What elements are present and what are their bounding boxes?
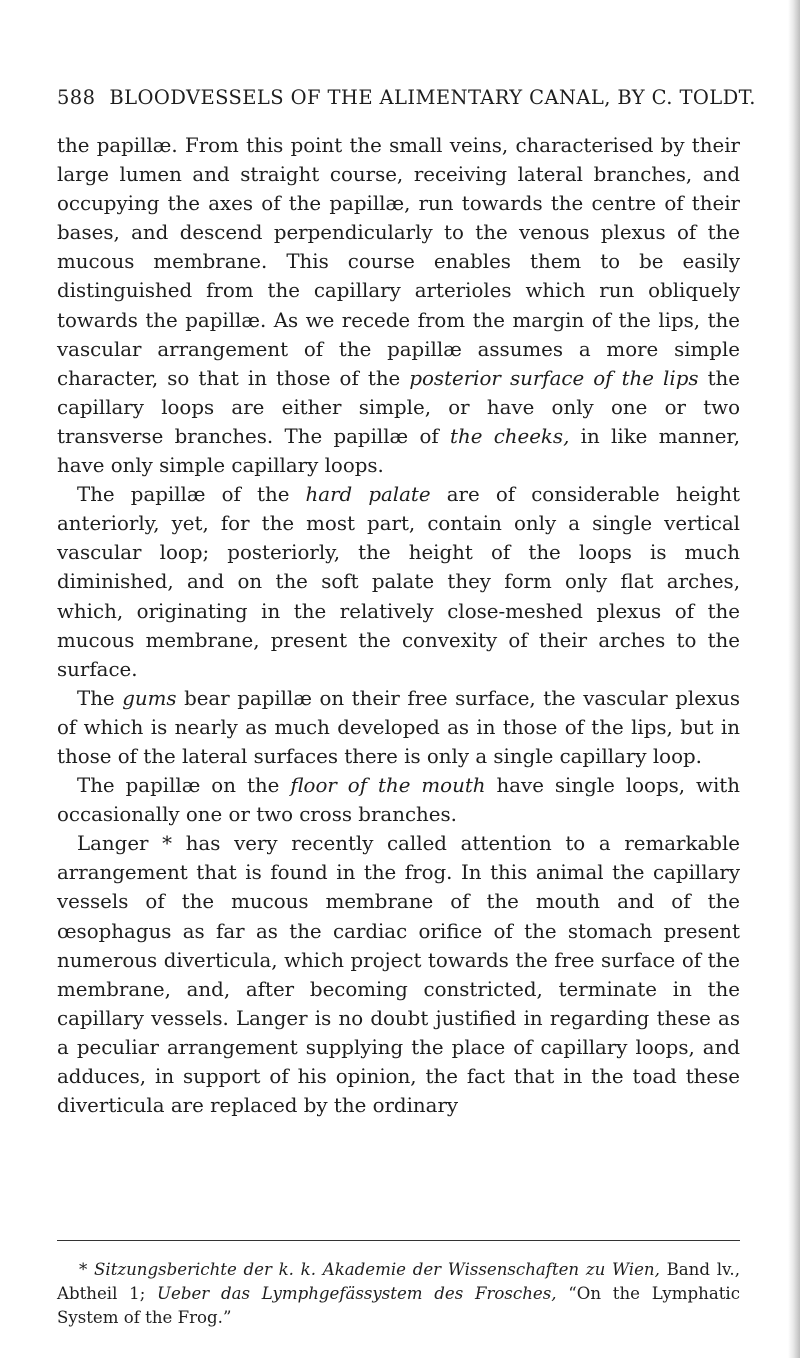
paragraph-gums: The gums bear papillæ on their free surface, the vascular plexus of which is nearly as much developed as in those of the lips, but in those of the lateral surfaces there is only a single capillary loop. (57, 686, 740, 768)
paragraph-langer: Langer * has very recently called attention to a remarkable arrangement that is found in the frog. In this animal the capillary vessels of the mucous membrane of the mouth and of the œsophagus as far as the cardiac orifice of the stomach present numerous diverticula, which project towards the free surface of the membrane, and, after becoming constricted, terminate in the capillary vessels. Langer is no doubt justified in regarding these as a peculiar arrangement supplying the place of capillary loops, and adduces, in support of his opinion, the fact that in the toad these diverticula are replaced by the ordinary (57, 832, 740, 1118)
paragraph-continued: the papillæ. From this point the small veins, characterised by their large lumen and straight course, receiving lateral branches, and occupying the axes of the papillæ, run towards the centre of their bases, and descend perpendicularly to the venous plexus of the mucous membrane. This course enables them to be easily distinguished from the capillary arterioles which run obliquely towards the papillæ. As we recede from the margin of the lips, the vascular arrangement of the papillæ assumes a more simple character, so that in those of the posterior surface of the lips the capillary loops are either simple, or have only one or two transverse branches. The papillæ of the cheeks, in like manner, have only simple capillary loops. (57, 134, 740, 478)
emphasis-hard-palate: hard palate (305, 483, 431, 507)
emphasis-cheeks: the cheeks, (450, 424, 570, 448)
emphasis-posterior-surface: posterior surface of the lips (409, 366, 699, 390)
page-number: 588 (57, 86, 96, 109)
footnote-citation-title: Sitzungsberichte der k. k. Akademie der Wissenschaften zu Wien, (94, 1260, 660, 1279)
running-title: BLOODVESSELS OF THE ALIMENTARY CANAL, BY C. TOLDT. (109, 86, 756, 109)
body-text (57, 131, 740, 1120)
footnote-divider (57, 1240, 740, 1241)
running-header (57, 86, 756, 109)
emphasis-gums: gums (122, 686, 177, 710)
page-edge-shadow (788, 0, 800, 1358)
emphasis-floor-of-mouth: floor of the mouth (290, 774, 486, 798)
footnote: * Sitzungsberichte der k. k. Akademie der Wissenschaften zu Wien, Band lv., Abtheil 1; Ueber das Lymphgefässystem des Frosches, “On the Lymphatic System of the Frog.” (57, 1260, 741, 1327)
footnote-marker: * (79, 1260, 95, 1279)
footnote-article-title: Ueber das Lymphgefässystem des Frosches, (157, 1284, 557, 1303)
paragraph-hard-palate: The papillæ of the hard palate are of considerable height anteriorly, yet, for the most part, contain only a single vertical vascular loop; posteriorly, the height of the loops is much diminished, and on the soft palate they form only flat arches, which, originating in the relatively close-meshed plexus of the mucous membrane, present the convexity of their arches to the surface. (57, 483, 740, 681)
paragraph-floor-of-mouth: The papillæ on the floor of the mouth have single loops, with occasionally one or two cross branches. (57, 774, 740, 827)
